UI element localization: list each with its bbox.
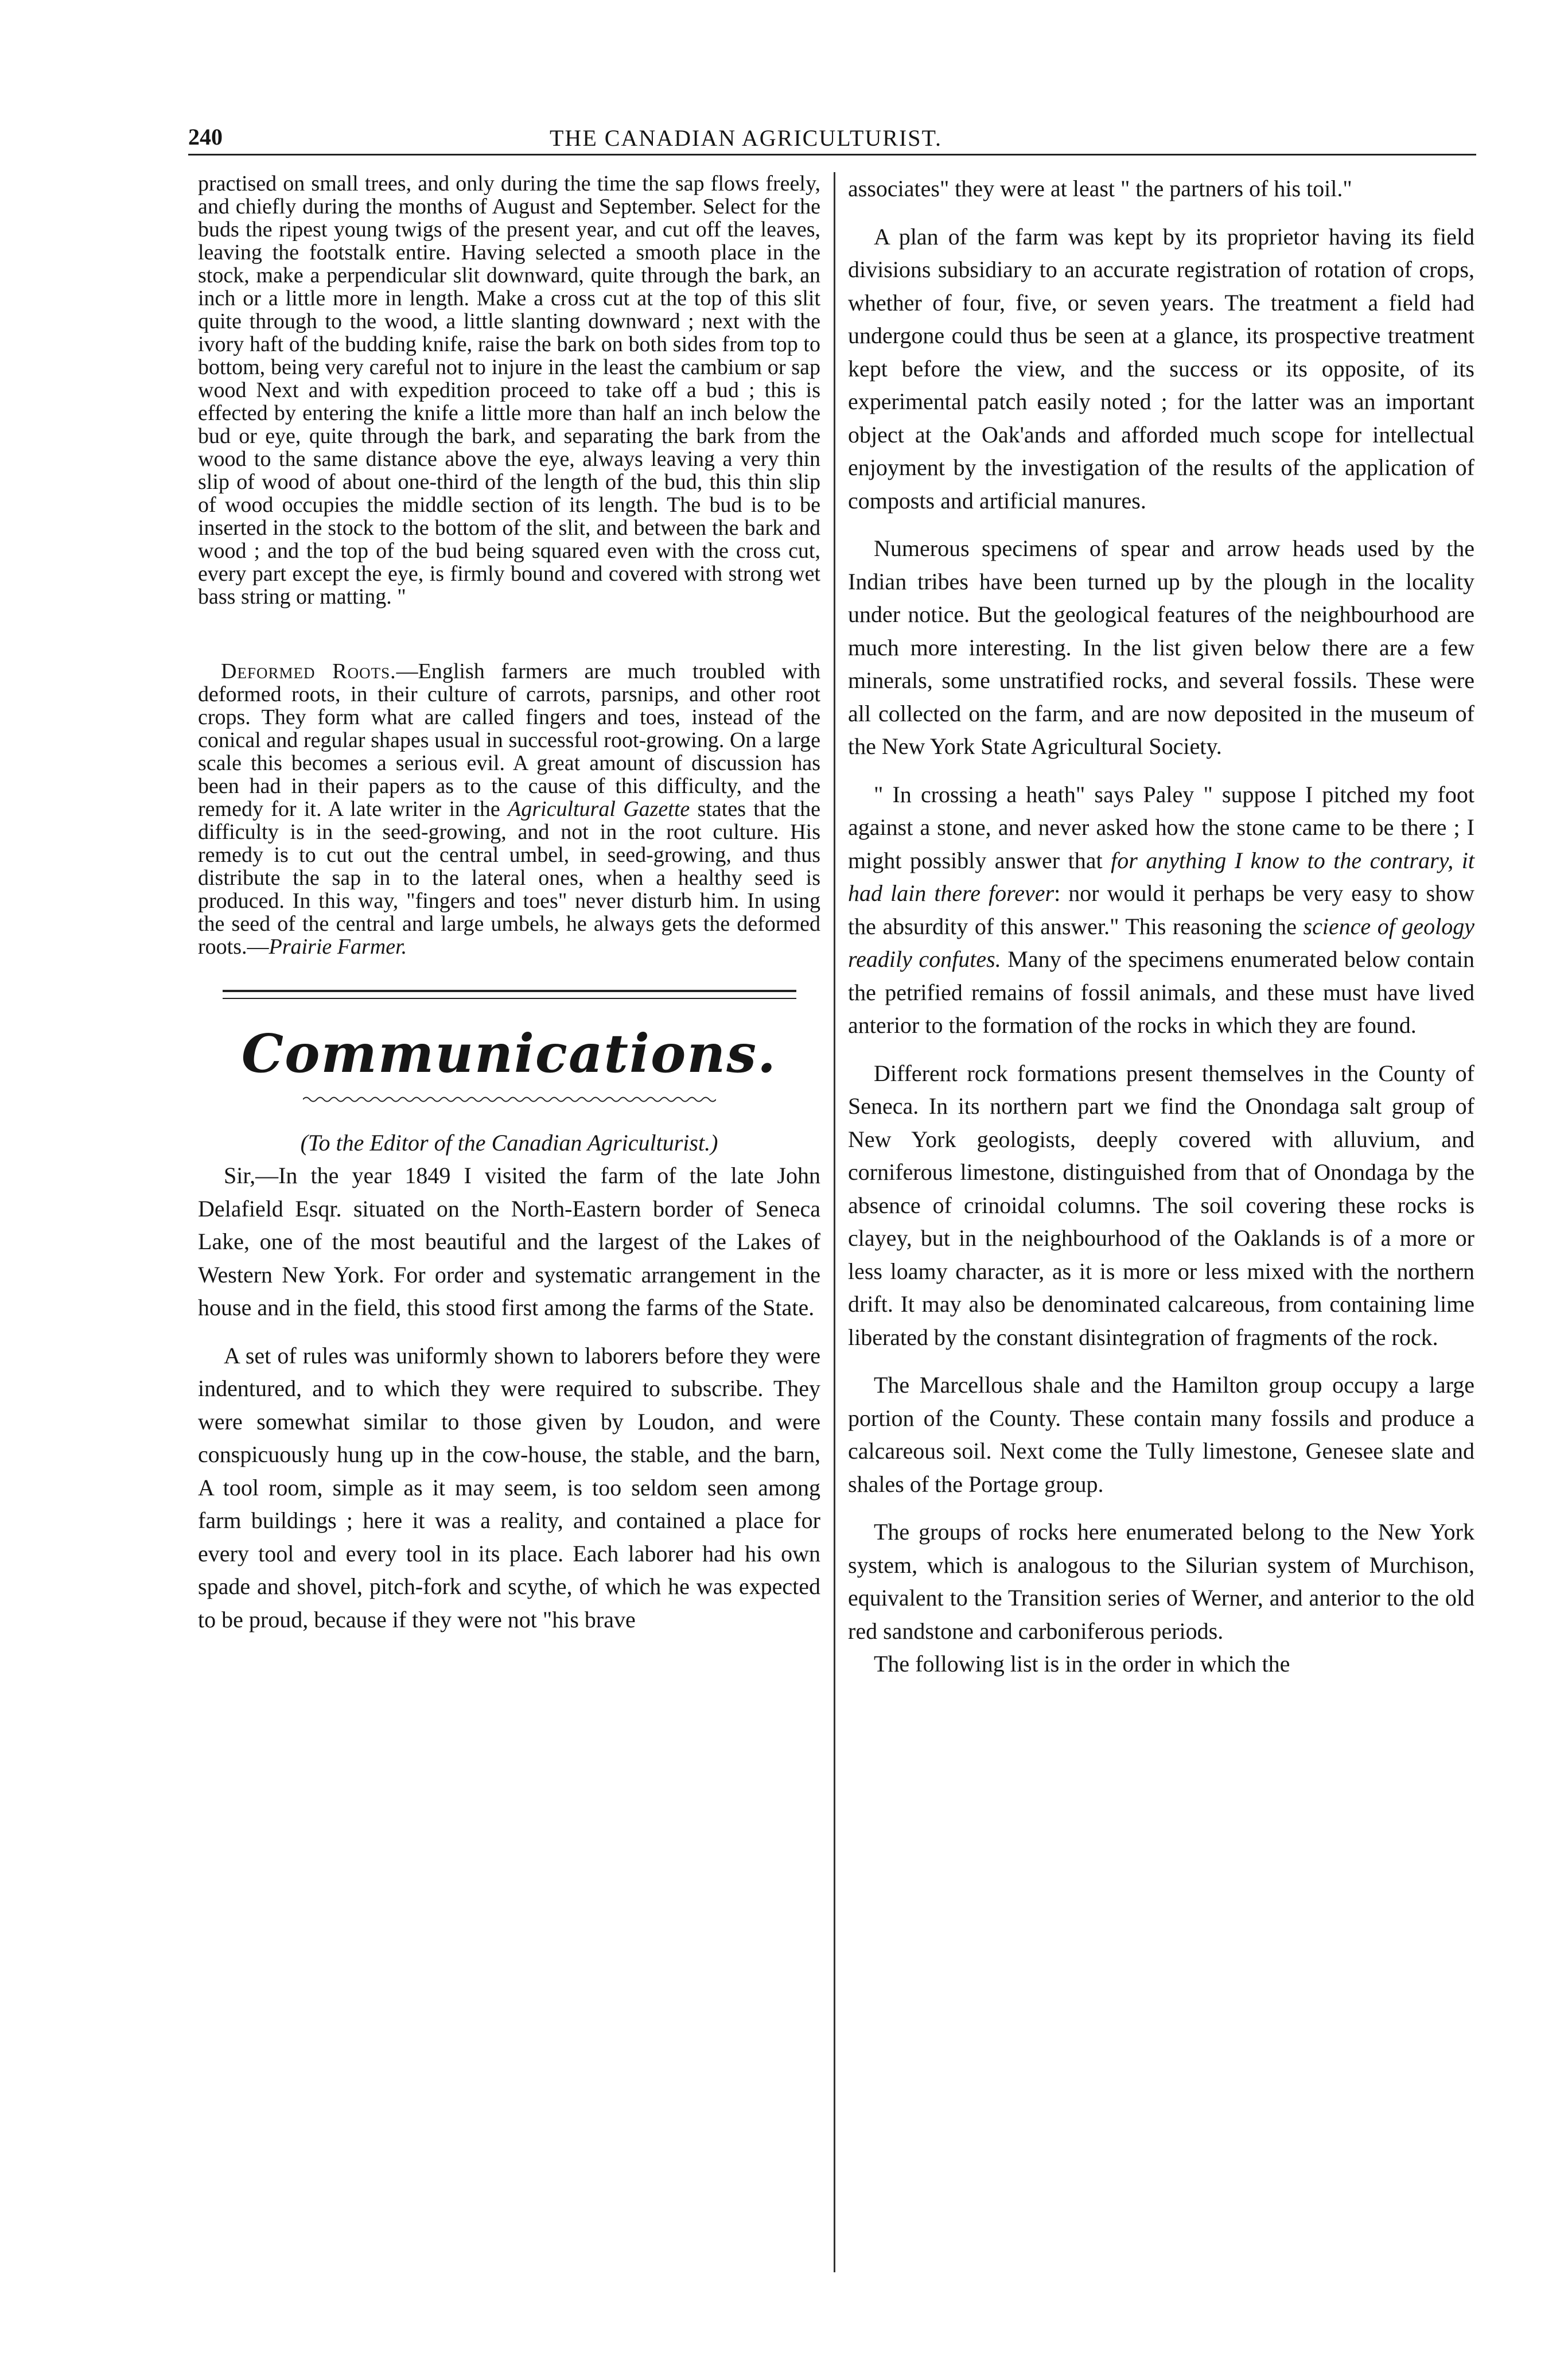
page-number: 240 bbox=[188, 124, 223, 150]
right-column bbox=[848, 172, 1474, 1681]
budding-paragraph: practised on small trees, and only during the time the sap flows freely, and chiefly during the months of August and September. Select for the buds the ripest young twigs of the present year, and cut off the leaves, leaving the footstalk entire. Having selected a smooth place in the stock, make a perpendicular slit downward, quite through the bark, an inch or a little more in length. Make a cross cut at the top of this slit quite through to the wood, a little slanting downward ; next with the ivory haft of the budding knife, raise the bark on both sides from top to bottom, being very careful not to injure in the least the cambium or sap wood Next and with expedition proceed to take off a bud ; this is effected by entering the knife a little more than half an inch below the bud or eye, quite through the bark, and separating the bark from the wood to the same distance above the eye, always leaving a very thin slip of wood of about one-third of the length of the bud, this thin slip of wood occupies the middle section of its length. The bud is to be inserted in the stock to the bottom of the slit, and between the bark and wood ; and the top of the bud being squared even with the cross cut, every part except the eye, is firmly bound and covered with strong wet bass string or matting. " bbox=[198, 172, 820, 609]
header-rule bbox=[188, 154, 1476, 156]
right-paragraph-6: The Marcellous shale and the Hamilton group occupy a large portion of the County. These contain many fossils and produce a calcareous soil. Next come the Tully limestone, Genesee slate and shales of the Portage group. bbox=[848, 1372, 1474, 1497]
right-paragraph-8: The following list is in the order in which the bbox=[874, 1651, 1290, 1677]
right-paragraph-5: Different rock formations present themselves in the County of Seneca. In its northern part we find the Onondaga salt group of New York geologists, deeply covered with alluvium, and corniferous limestone, distinguished from that of Onondaga by the absence of crinoidal columns. The soil covering these rocks is clayey, but in the neighbourhood of the Oaklands is of a more or less loamy character, as it is more or less mixed with the northern drift. It may also be denominated calcareous, from containing lime liberated by the constant disintegration of fragments of the rock. bbox=[848, 1060, 1474, 1350]
paley-quote-paragraph bbox=[848, 778, 1474, 1042]
deformed-roots-source: Prairie Farmer. bbox=[269, 935, 407, 959]
deformed-roots-heading: Deformed Roots. bbox=[221, 659, 396, 683]
section-divider bbox=[223, 990, 796, 999]
deformed-roots-publication: Agricultural Gazette bbox=[508, 797, 690, 821]
right-paragraph-3: Numerous specimens of spear and arrow heads used by the Indian tribes have been turned up by the plough in the locality under notice. But the geological features of the neighbourhood are much more interesting. In the list given below there are a few minerals, some unstratified rocks, and several fossils. These were all collected on the farm, and are now deposited in the museum of the New York State Agricultural Society. bbox=[848, 535, 1474, 759]
section-title: Communications. bbox=[241, 1023, 777, 1084]
right-paragraph-7: The groups of rocks here enumerated belong to the New York system, which is analogous to the Silurian system of Murchison, equivalent to the Transition series of Werner, and anterior to the old red sandstone and carboniferous periods. bbox=[848, 1519, 1474, 1644]
running-title: THE CANADIAN AGRICULTURIST. bbox=[550, 125, 942, 151]
paley-quote-text-3: Many of the specimens enumerated below contain the petrified remains of fossil animals, and these must have lived anterior to the formation of the rocks in which they are found. bbox=[848, 946, 1474, 1038]
column-divider bbox=[834, 172, 835, 2272]
left-column bbox=[198, 172, 820, 1636]
paley-quote-text-2: : nor would it perhaps be very easy to show the absurdity of this answer." This reasoning the bbox=[848, 880, 1475, 939]
paley-quote-text-1: " In crossing a heath" says Paley " suppose I pitched my foot against a stone, and never asked how the stone came to be there ; I might possibly answer that bbox=[848, 781, 1474, 873]
letter-paragraph-2: A set of rules was uniformly shown to laborers before they were indentured, and to which they were required to subscribe. They were somewhat similar to those given by Loudon, and were conspicuously hung up in the cow-house, the stable, and the barn, A tool room, simple as it may seem, is too seldom seen among farm buildings ; here it was a reality, and contained a place for every tool and every tool in its place. Each laborer had his own spade and shovel, pitch-fork and scythe, of which he was expected to be proud, because if they were not "his brave bbox=[198, 1342, 820, 1632]
deformed-roots-text-1: —English farmers are much troubled with deformed roots, in their culture of carrots, parsnips, and other root crops. They form what are called fingers and toes, instead of the conical and regular shapes usual in successful root-growing. On a large scale this becomes a serious evil. A great amount of discussion has been had in their papers as to the cause of this difficulty, and the remedy for it. A late writer in the bbox=[198, 659, 820, 821]
paley-quote-italic-1: for anything I know to the contrary, it had lain there forever bbox=[848, 847, 1474, 906]
right-paragraph-1: associates" they were at least " the partners of his toil." bbox=[848, 176, 1352, 201]
wavy-rule bbox=[303, 1095, 716, 1103]
deformed-roots-paragraph bbox=[198, 660, 820, 958]
paley-quote-italic-2: science of geology readily confutes. bbox=[848, 913, 1474, 972]
page-header bbox=[188, 123, 1476, 164]
to-editor-line: (To the Editor of the Canadian Agriculturist.) bbox=[300, 1130, 718, 1156]
deformed-roots-text-2: states that the difficulty is in the seed-growing, and not in the root culture. His remedy is to cut out the central umbel, in seed-growing, and thus distribute the sap in to the lateral ones, when a healthy seed is produced. In this way, "fingers and toes" never disturb him. In using the seed of the central and large umbels, he always gets the deformed roots.— bbox=[198, 797, 820, 959]
right-paragraph-2: A plan of the farm was kept by its proprietor having its field divisions subsidiary to an accurate registration of rotation of crops, whether of four, five, or seven years. The treatment a field had undergone could thus be seen at a glance, its prospective treatment kept before the view, and the success or its opposite, of its experimental patch easily noted ; for the latter was an important object at the Oak'ands and afforded much scope for intellectual enjoyment by the investigation of the results of the application of composts and artificial manures. bbox=[848, 223, 1474, 514]
letter-paragraph-1: Sir,—In the year 1849 I visited the farm of the late John Delafield Esqr. situated on the North-Eastern border of Seneca Lake, one of the most beautiful and the largest of the Lakes of Western New York. For order and systematic arrangement in the house and in the field, this stood first among the farms of the State. bbox=[198, 1163, 820, 1320]
